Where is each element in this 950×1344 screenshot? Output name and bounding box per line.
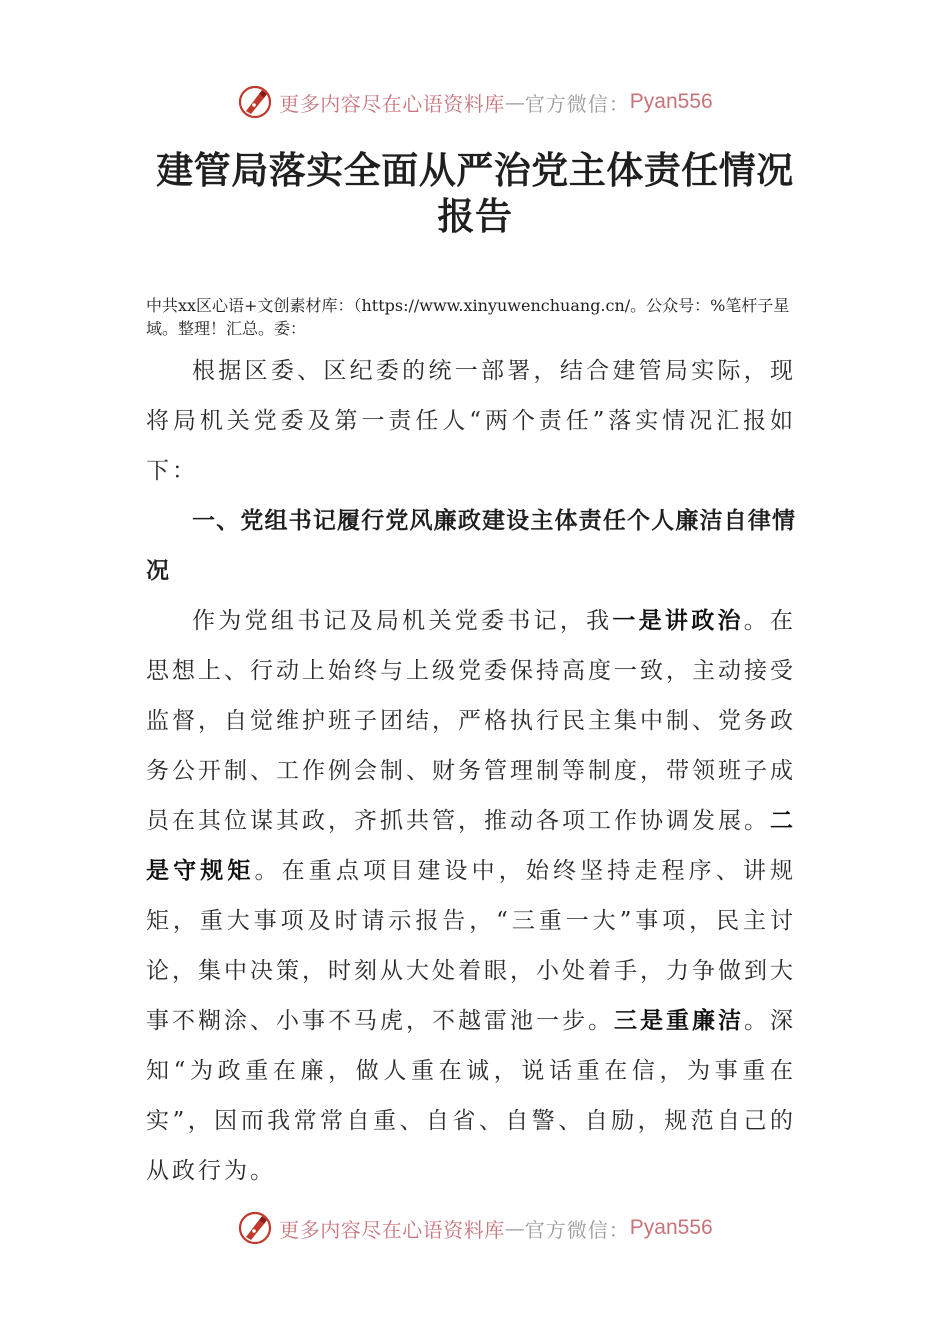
intro-paragraph: 根据区委、区纪委的统一部署，结合建管局实际，现将局机关党委及第一责任人“两个责任”落实情况汇报如下： [146, 358, 796, 484]
header-banner [0, 80, 950, 124]
paragraph-text: 。深知“为政重在廉，做人重在诚，说话重在信，为事重在实”，因而我常常自重、自省、自警、自励，规范自己的从政行为。 [146, 1008, 796, 1184]
paragraph-text: 作为党组书记及局机关党委书记，我 [192, 608, 613, 634]
paragraph-text: 。在思想上、行动上始终与上级党委保持高度一致，主动接受监督，自觉维护班子团结，严格执行民主集中制、党务政务公开制、工作例会制、财务管理制等制度，带领班子成员在其位谋其政，齐抓共管，推动各项工作协调发展。 [146, 608, 797, 834]
pen-nib-seal-icon [237, 84, 273, 120]
document-title: 建管局落实全面从严治党主体责任情况报告 [156, 149, 794, 238]
paragraph-text: 。在重点项目建设中，始终坚持走程序、讲规矩，重大事项及时请示报告，“三重一大”事项，民主讨论，集中决策，时刻从大处着眼，小处着手，力争做到大事不糊涂、小事不马虎，不越雷池一步。 [146, 858, 797, 1034]
banner-wechat-id: Pyan556 [629, 90, 713, 113]
footer-banner [0, 1206, 950, 1250]
pen-nib-seal-icon [237, 1210, 273, 1246]
banner-wechat-label: 官方微信： [524, 1217, 630, 1242]
banner-slogan: 更多内容尽在心语资料库 [279, 91, 505, 116]
section-heading: 一、党组书记履行党风廉政建设主体责任个人廉洁自律情况 [146, 508, 796, 584]
banner-wechat-id: Pyan556 [629, 1216, 713, 1239]
emphasis-point-1: 一是讲政治 [612, 607, 744, 634]
emphasis-point-2: 二是守规矩 [146, 807, 796, 884]
section-paragraph [146, 596, 796, 1196]
banner-separator: — [504, 90, 525, 114]
emphasis-point-3: 三是重廉洁 [614, 1007, 744, 1034]
document-body [146, 346, 796, 1196]
banner-separator: — [504, 1216, 525, 1240]
banner-slogan: 更多内容尽在心语资料库 [279, 1217, 505, 1242]
banner-wechat-label: 官方微信： [524, 91, 630, 116]
source-line: 中共xx区心语+文创素材库：（https://www.xinyuwenchuang.cn/。公众号：%笔杆子星域。整理！汇总。委： [146, 296, 790, 338]
